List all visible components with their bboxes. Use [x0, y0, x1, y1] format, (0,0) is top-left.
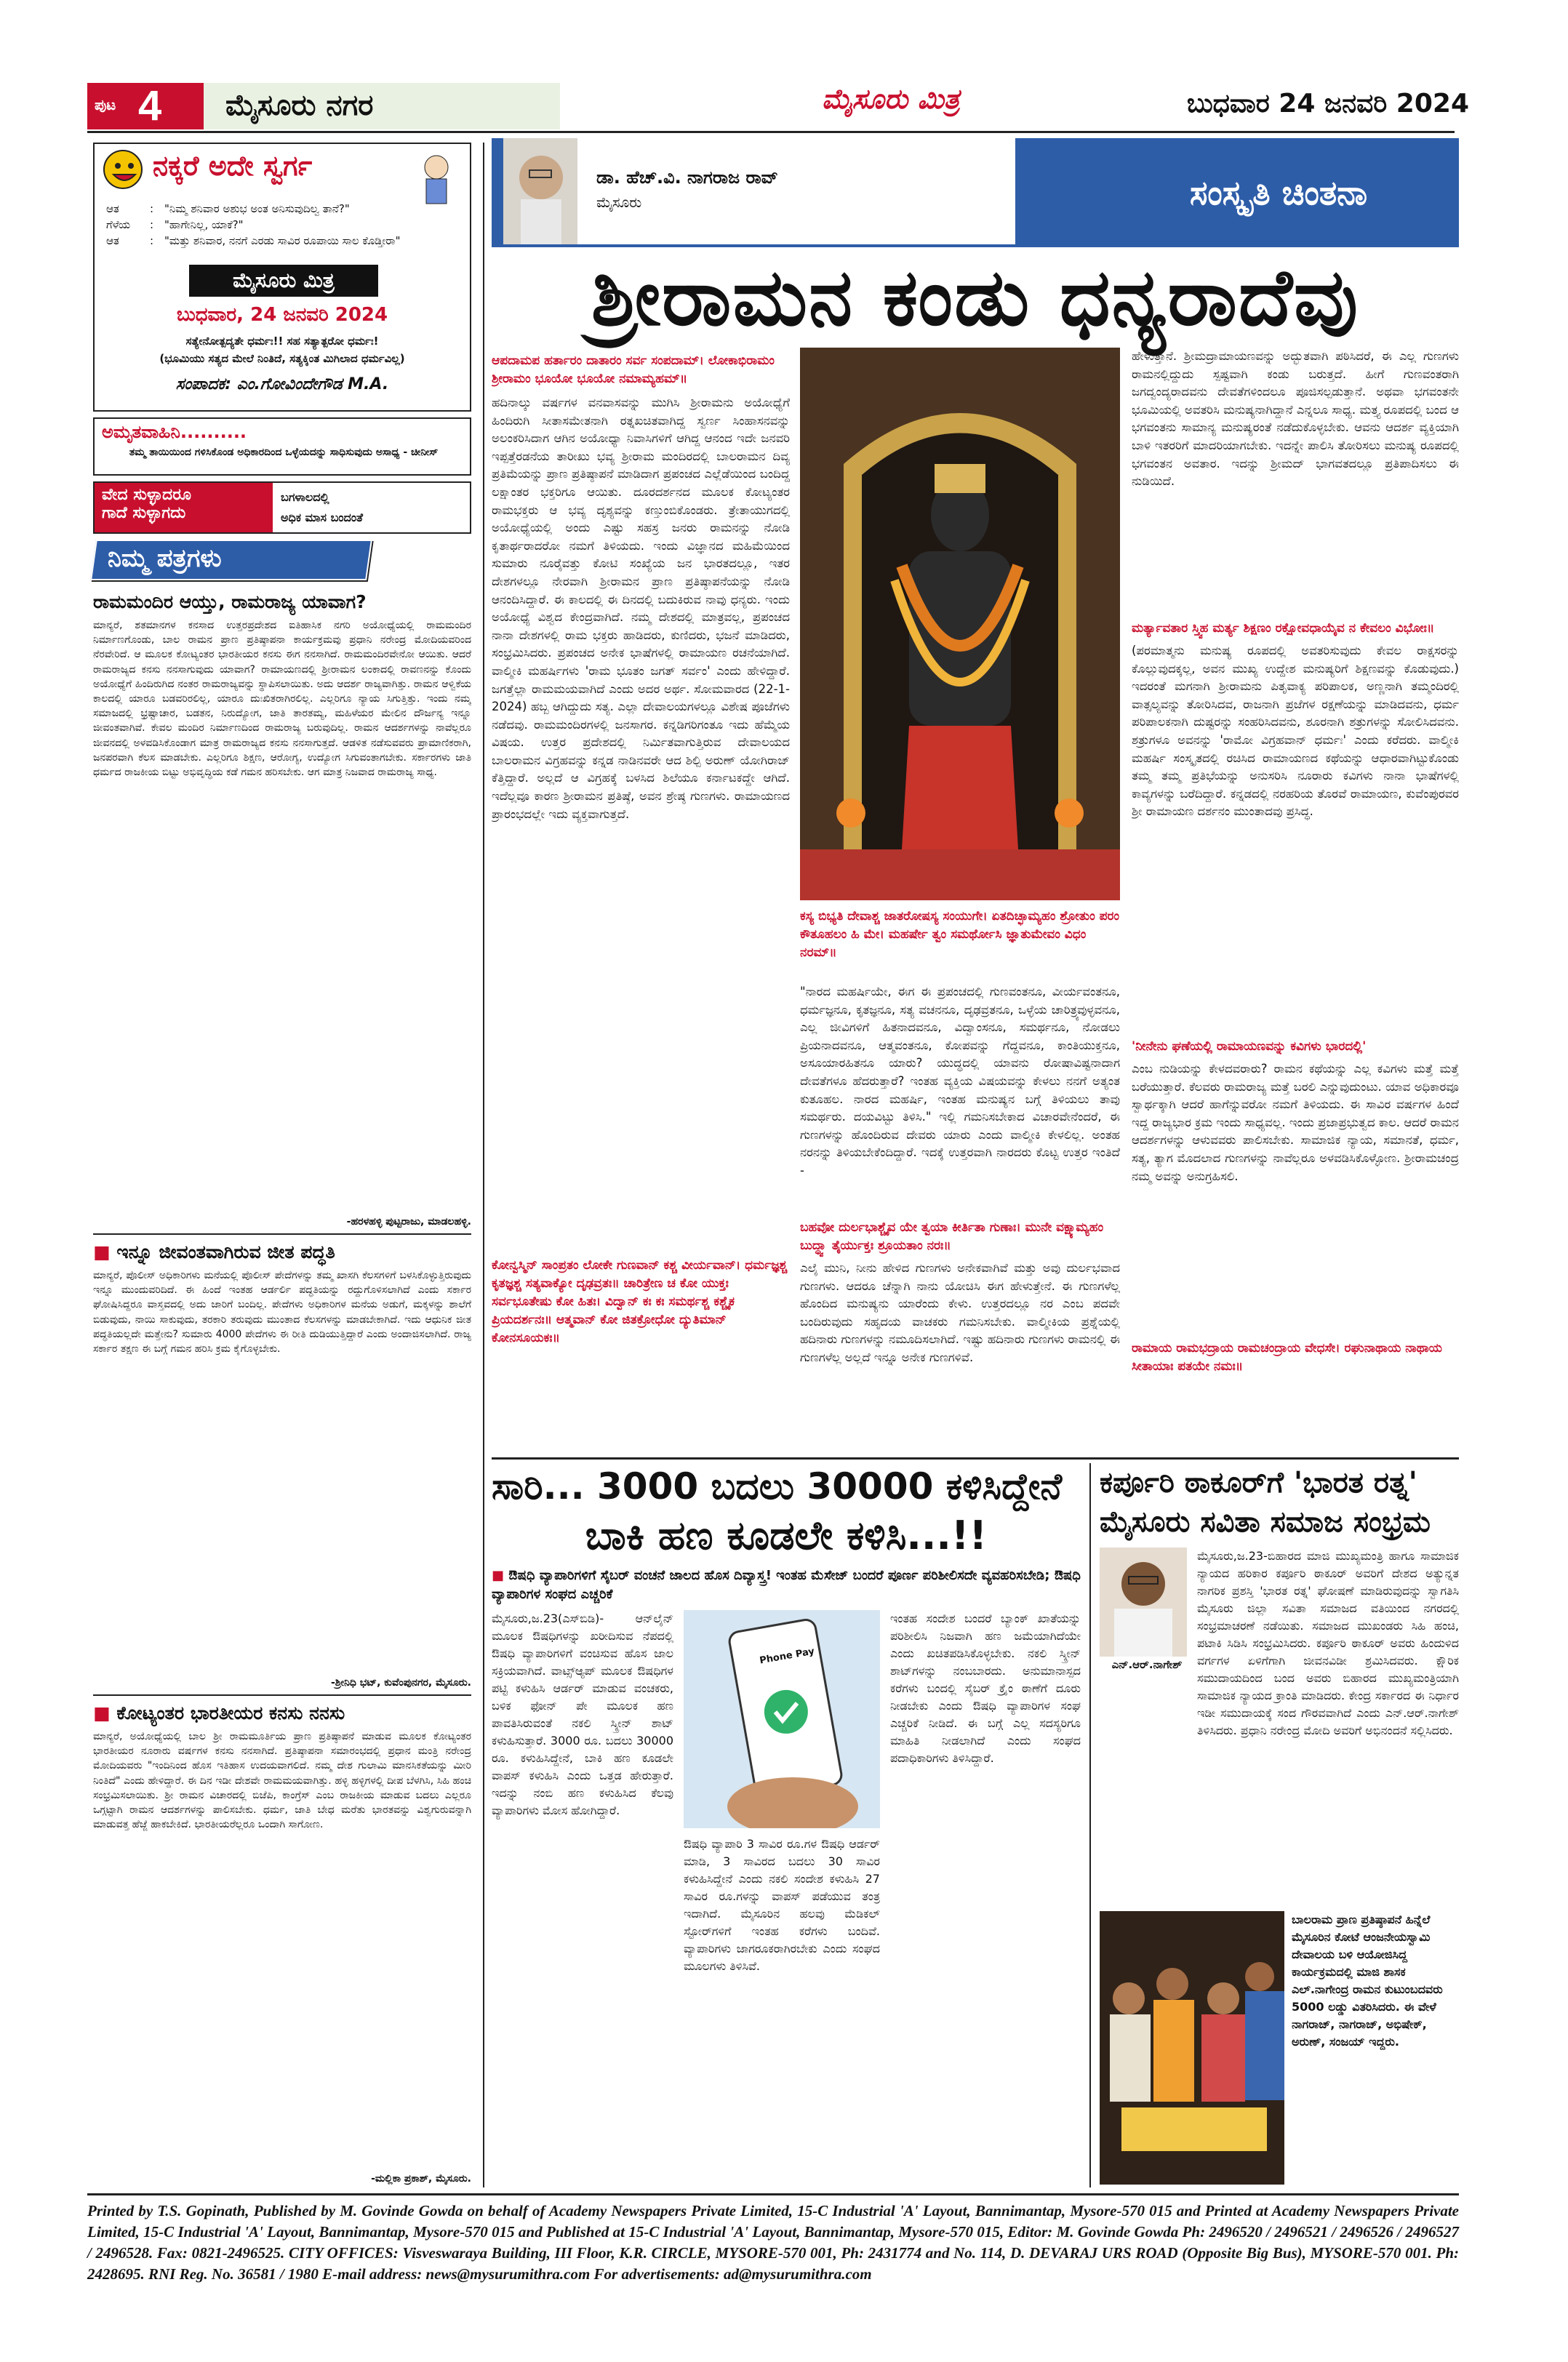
sorry-headline-2: ಬಾಕಿ ಹಣ ಕೂಡಲೇ ಕಳಿಸಿ...!! — [585, 1513, 988, 1558]
column-name: ಸಂಸ್ಕೃತಿ ಚಿಂತನಾ — [1190, 173, 1368, 212]
photo-caption: ಕಸ್ಯ ಬಿಭ್ಯತಿ ದೇವಾಶ್ಚ ಜಾತರೋಷಸ್ಯ ಸಂಯುಗೇ। ಏತದಿಚ್ಛಾಮ್ಯಹಂ ಶ್ರೋತುಂ ಪರಂ ಕೌತೂಹಲಂ ಹಿ ಮೇ। ಮಹರ್ಷೇ ತ್ವಂ ಸಮರ್ಥೋಸಿ ಜ್ಞಾತುಮೇವಂ ವಿಧಂ ನರಮ್॥ — [800, 909, 1120, 960]
crowd-photo-caption: ಬಾಲರಾಮ ಪ್ರಾಣ ಪ್ರತಿಷ್ಠಾಪನೆ ಹಿನ್ನೆಲೆ ಮೈಸೂರಿನ ಕೋಟೆ ಆಂಜನೇಯಸ್ವಾಮಿ ದೇವಾಲಯ ಬಳಿ ಆಯೋಜಿಸಿದ್ದ ಕಾರ್ಯಕ್ರಮದಲ್ಲಿ ಮಾಜಿ ಶಾಸಕ ಎಲ್.ನಾಗೇಂದ್ರ ರಾಮನ ಕುಟುಂಬದವರು 5000 ಲಡ್ಡು ವಿತರಿಸಿದರು. ಈ ವೇಳೆ ನಾಗರಾಜ್, ನಾಗರಾಜ್, ಅಭಿಷೇಕ್, ಅರುಣ್, ಸಂಜಯ್ ಇದ್ದರು. — [1292, 1913, 1443, 2049]
joke-line: ಆತ : "ಮತ್ತು ಶನಿವಾರ, ನನಗೆ ಎರಡು ಸಾವಿರ ರೂಪಾಯಿ ಸಾಲ ಕೊಡ್ತೀರಾ" — [106, 234, 401, 247]
author-name: ಡಾ. ಹೆಚ್.ವಿ. ನಾಗರಾಜ ರಾವ್ — [596, 167, 778, 188]
letter-author: -ಮಲ್ಲಿಕಾ ಪ್ರಕಾಶ್, ಮೈಸೂರು. — [371, 2173, 471, 2185]
section-rule — [492, 1457, 1459, 1460]
amrutavahini-text: ತಮ್ಮ ತಾಯಿಯಿಂದ ಗಳಿಸಿಕೊಂಡ ಅಧಿಕಾರದಿಂದ ಒಳ್ಳೆಯದನ್ನು ಸಾಧಿಸುವುದು ಅಸಾಧ್ಯ - ಚೀನೀಸ್ — [129, 447, 439, 458]
cartoon-icon — [407, 151, 465, 209]
motto-translation: (ಭೂಮಿಯು ಸತ್ಯದ ಮೇಲೆ ನಿಂತಿದೆ, ಸತ್ಯಕ್ಕಿಂತ ಮಿಗಿಲಾದ ಧರ್ಮವಿಲ್ಲ) — [159, 352, 405, 365]
joke-line: ಆತ : "ನಿಮ್ಮ ಶನಿವಾರ ಅಶುಭ ಅಂತ ಅನಿಸುವುದಿಲ್ವ ತಾನೆ?" — [106, 202, 350, 215]
verse-block: ಕೋನ್ವಸ್ಮಿನ್ ಸಾಂಪ್ರತಂ ಲೋಕೇ ಗುಣವಾನ್ ಕಶ್ಚ ವೀರ್ಯವಾನ್। ಧರ್ಮಜ್ಞಶ್ಚ ಕೃತಜ್ಞಶ್ಚ ಸತ್ಯವಾಕ್ಯೋ ದೃಢವ್ರತಃ॥ ಚಾರಿತ್ರೇಣ ಚ ಕೋ ಯುಕ್ತಃ ಸರ್ವಭೂತೇಷು ಕೋ ಹಿತಃ। ವಿದ್ವಾನ್ ಕಃ ಕಃ ಸಮರ್ಥಶ್ಚ ಕಶ್ಚೈಕ ಪ್ರಿಯದರ್ಶನಃ॥ ಆತ್ಮವಾನ್ ಕೋ ಜಿತಕ್ರೋಧೋ ದ್ಯುತಿಮಾನ್ ಕೋನಸೂಯಕಃ॥ — [492, 1258, 788, 1345]
letter-author: -ಶ್ರೀನಿಧಿ ಭಟ್, ಕುವೆಂಪುನಗರ, ಮೈಸೂರು. — [330, 1677, 471, 1689]
verse-block: ಬಹವೋ ದುರ್ಲಭಾಶ್ಚೈವ ಯೇ ತ್ವಯಾ ಕೀರ್ತಿತಾ ಗುಣಾಃ। ಮುನೇ ವಕ್ಷ್ಯಾಮ್ಯಹಂ ಬುದ್ಧ್ವಾ ತೈರ್ಯುಕ್ತಃ ಶ್ರೂಯತಾಂ ನರಃ॥ — [800, 1220, 1104, 1253]
laugh-title: ನಕ್ಕರೆ ಅದೇ ಸ್ವರ್ಗ — [153, 150, 313, 182]
editor-line: ಸಂಪಾದಕ: ಎಂ.ಗೋವಿಂದೇಗೌಡ M.A. — [175, 375, 389, 393]
karpoori-headline-2: ಮೈಸೂರು ಸವಿತಾ ಸಮಾಜ ಸಂಭ್ರಮ — [1100, 1505, 1431, 1539]
letter-body: ಮಾನ್ಯರೆ, ಪೊಲೀಸ್ ಅಧಿಕಾರಿಗಳು ಮನೆಯಲ್ಲಿ ಪೊಲೀಸ್ ಪೇದೆಗಳನ್ನು ತಮ್ಮ ಖಾಸಗಿ ಕೆಲಸಗಳಿಗೆ ಬಳಸಿಕೊಳ್ಳುತ್ತಿರುವುದು ಇನ್ನೂ ಮುಂದುವರಿದಿದೆ. ಈ ಹಿಂದೆ ಇಂತಹ ಆರ್ಡರ್ಲಿ ಪದ್ಧತಿಯನ್ನು ರದ್ದುಗೊಳಿಸಲಾಗಿದೆ ಎಂದು ಸರ್ಕಾರ ಘೋಷಿಸಿದ್ದರೂ ವಾಸ್ತವದಲ್ಲಿ ಅದು ಜಾರಿಗೆ ಬಂದಿಲ್ಲ. ಪೇದೆಗಳು ಅಧಿಕಾರಿಗಳ ಮನೆಯ ಅಡುಗೆ, ಮಕ್ಕಳನ್ನು ಶಾಲೆಗೆ ಬಿಡುವುದು, ನಾಯಿ ಸಾಕುವುದು, ತರಕಾರಿ ತರುವುದು ಮುಂತಾದ ಕೆಲಸಗಳನ್ನು ಮಾಡಬೇಕಾಗಿದೆ. ಇದು ಆಧುನಿಕ ಜೀತ ಪದ್ಧತಿಯಲ್ಲದೇ ಮತ್ತೇನು? ಸುಮಾರು 4000 ಪೇದೆಗಳು ಈ ರೀತಿ ದುಡಿಯುತ್ತಿದ್ದಾರೆ ಎಂದು ಅಂದಾಜಿಸಲಾಗಿದೆ. ರಾಜ್ಯ ಸರ್ಕಾರ ತಕ್ಷಣ ಈ ಬಗ್ಗೆ ಗಮನ ಹರಿಸಿ ಕ್ರಮ ಕೈಗೊಳ್ಳಬೇಕು. — [93, 1270, 471, 1356]
feature-body: ಹೇಳುತ್ತಾನೆ. ಶ್ರೀಮದ್ರಾಮಾಯಣವನ್ನು ಅದ್ಭುತವಾಗಿ ಪಠಿಸಿದರೆ, ಈ ಎಲ್ಲ ಗುಣಗಳು ರಾಮನಲ್ಲಿದ್ದುದು ಸ್ಪಷ್ಟವಾಗಿ ಕಂಡು ಬರುತ್ತದೆ. ಹೀಗೆ ಗುಣವಂತರಾಗಿ ಜಗದ್ವಂದ್ಯರಾದವನು ದೇವತೆಗಳಿಂದಲೂ ಪೂಜಿಸಲ್ಪಡುತ್ತಾನೆ. ಅಥವಾ ಭಗವಂತನೇ ಭೂಮಿಯಲ್ಲಿ ಅವತರಿಸಿ ಮನುಷ್ಯನಾಗಿದ್ದಾನೆ ಎನ್ನಲೂ ಸಾಧ್ಯ. ಮತ್ತ್ಯ ರೂಪದಲ್ಲಿ ಬಂದ ಆ ಭಗವಂತನು ಸಾಮಾನ್ಯ ಮನುಷ್ಯರಂತೆ ನಡೆದುಕೊಳ್ಳಬೇಕು. ಆವನು ಆದರ್ಶ ವ್ಯಕ್ತಿಯಾಗಿ ಬಾಳಿ ಇತರರಿಗೆ ಮಾದರಿಯಾಗಬೇಕು. ಇದನ್ನೇ ಪಾಲಿಸಿ ತೋರಿಸಲು ಮನುಷ್ಯ ರೂಪದಲ್ಲಿ ಭಗವಂತನ ಅವತಾರ. ಇದನ್ನು ಶ್ರೀಮದ್ ಭಾಗವತದಲ್ಲೂ ಪ್ರತಿಪಾದಿಸಲು ಈ ನುಡಿಯಿದೆ. — [1132, 349, 1459, 489]
letters-divider — [93, 1694, 471, 1696]
laughing-face-icon — [103, 150, 143, 189]
letter-1 — [93, 590, 471, 1230]
amrutavahini-title: ಅಮೃತವಾಹಿನಿ.......... — [102, 422, 247, 442]
amrutavahini-box — [93, 417, 471, 476]
letters-divider — [93, 1233, 471, 1235]
proverb-box — [93, 481, 471, 534]
crowd-photo — [1100, 1911, 1284, 2185]
feature-top-bar — [492, 138, 1459, 247]
author-city: ಮೈಸೂರು — [596, 193, 642, 211]
letter-title: ■ ಇನ್ನೂ ಜೀವಂತವಾಗಿರುವ ಜೀತ ಪದ್ಧತಿ — [93, 1241, 335, 1262]
letters-title: ನಿಮ್ಮ ಪತ್ರಗಳು — [108, 544, 222, 573]
feature-body: "ನಾರದ ಮಹರ್ಷಿಯೇ, ಈಗ ಈ ಪ್ರಪಂಚದಲ್ಲಿ ಗುಣವಂತನೂ, ವೀರ್ಯವಂತನೂ, ಧರ್ಮಜ್ಞನೂ, ಕೃತಜ್ಞನೂ, ಸತ್ಯ ವಚನನೂ, ದೃಢವ್ರತನೂ, ಒಳ್ಳೆಯ ಚಾರಿತ್ರ್ಯವುಳ್ಳವನೂ, ಎಲ್ಲ ಜೀವಿಗಳಿಗೆ ಹಿತನಾದವನೂ, ವಿದ್ವಾಂಸನೂ, ಸಮರ್ಥನೂ, ನೋಡಲು ಪ್ರಿಯನಾದವನೂ, ಆತ್ಮವಂತನೂ, ಕೋಪವನ್ನು ಗೆದ್ದವನೂ, ಕಾಂತಿಯುಕ್ತನೂ, ಅಸೂಯಾರಹಿತನೂ ಯಾರು? ಯುದ್ಧದಲ್ಲಿ ಯಾವನು ರೋಷಾವಿಷ್ಟನಾದಾಗ ದೇವತೆಗಳೂ ಹೆದರುತ್ತಾರೆ? ಇಂತಹ ವ್ಯಕ್ತಿಯ ವಿಷಯವನ್ನು ಕೇಳಲು ನನಗೆ ಅತ್ಯಂತ ಕುತೂಹಲ. ನಾರದ ಮಹರ್ಷಿ, ಇಂತಹ ಮನುಷ್ಯನ ಬಗ್ಗೆ ತಿಳಿಯಲು ತಾವು ಸಮರ್ಥರು. ದಯವಿಟ್ಟು ತಿಳಿಸಿ." ಇಲ್ಲಿ ಗಮನಿಸಬೇಕಾದ ವಿಚಾರವೇನೆಂದರೆ, ಈ ಗುಣಗಳನ್ನು ಹೊಂದಿರುವ ದೇವರು ಯಾರು ಎಂದು ವಾಲ್ಮೀಕಿ ಕೇಳಲಿಲ್ಲ. ಅಂತಹ ನರನನ್ನು ತಿಳಿಯಬೇಕೆಂದಿದ್ದಾರೆ. ಇದಕ್ಕೆ ಉತ್ತರವಾಗಿ ನಾರದರು ಕೊಟ್ಟ ಉತ್ತರ ಇಂತಿದೆ - — [800, 985, 1120, 1177]
page-header — [87, 79, 1469, 137]
karpoori-headline-1: ಕರ್ಪೂರಿ ಠಾಕೂರ್‌ಗೆ 'ಭಾರತ ರತ್ನ' — [1100, 1466, 1417, 1500]
masthead-logo — [822, 83, 1040, 127]
feature-col-1 — [492, 352, 790, 1450]
verse-block: ರಾಮಾಯ ರಾಮಭದ್ರಾಯ ರಾಮಚಂದ್ರಾಯ ವೇಧಸೇ। ರಘುನಾಥಾಯ ನಾಥಾಯ ಸೀತಾಯಾಃ ಪತಯೇ ನಮಃ॥ — [1132, 1341, 1442, 1374]
letter-title: ರಾಮಮಂದಿರ ಆಯ್ತು, ರಾಮರಾಜ್ಯ ಯಾವಾಗ? — [93, 591, 367, 612]
letter-body: ಮಾನ್ಯರೆ, ಶತಮಾನಗಳ ಕನಸಾದ ಉತ್ತರಪ್ರದೇಶದ ಐತಿಹಾಸಿಕ ನಗರಿ ಅಯೋಧ್ಯೆಯಲ್ಲಿ ರಾಮಮಂದಿರ ನಿರ್ಮಾಣಗೊಂಡು, ಬಾಲ ರಾಮನ ಪ್ರಾಣ ಪ್ರತಿಷ್ಠಾಪನಾ ಕಾರ್ಯಕ್ರಮವು ಪ್ರಧಾನಿ ನರೇಂದ್ರ ಮೋದಿಯವರಿಂದ ನೆರವೇರಿದೆ. ಆ ಮೂಲಕ ಕೋಟ್ಯಂತರ ಭಾರತೀಯರ ಕನಸು ಈಗ ನನಸಾಗಿದೆ. ರಾಮಮಂದಿರವೇನೋ ಆಯಿತು. ಆದರೆ ರಾಮರಾಜ್ಯದ ಕನಸು ನನಸಾಗುವುದು ಯಾವಾಗ? ರಾಮಾಯಣದಲ್ಲಿ ಶ್ರೀರಾಮನ ಲಂಕಾದಲ್ಲಿ ರಾವಣನನ್ನು ಕೊಂದು ಅಯೋಧ್ಯೆಗೆ ಹಿಂದಿರುಗಿದ ನಂತರ ರಾಮರಾಜ್ಯವನ್ನು ಸ್ಥಾಪಿಸಲಾಯಿತು. ಅದು ಆದರ್ಶ ರಾಜ್ಯವಾಗಿತ್ತು. ರಾಮನ ಆಳ್ವಿಕೆಯ ಕಾಲದಲ್ಲಿ ಯಾರೂ ಬಡವರಿರಲಿಲ್ಲ, ಯಾರೂ ದುಃಖಿತರಾಗಿರಲಿಲ್ಲ. ಎಲ್ಲರಿಗೂ ನ್ಯಾಯ ಸಿಗುತ್ತಿತ್ತು. ಇಂದು ನಮ್ಮ ಸಮಾಜದಲ್ಲಿ ಭ್ರಷ್ಟಾಚಾರ, ಬಡತನ, ನಿರುದ್ಯೋಗ, ಜಾತಿ ತಾರತಮ್ಯ, ಮಹಿಳೆಯರ ಮೇಲಿನ ದೌರ್ಜನ್ಯ ಇನ್ನೂ ಜೀವಂತವಾಗಿವೆ. ಕೇವಲ ಮಂದಿರ ನಿರ್ಮಾಣದಿಂದ ರಾಮರಾಜ್ಯ ಬರುವುದಿಲ್ಲ. ರಾಮನ ಆದರ್ಶಗಳನ್ನು ನಾವೆಲ್ಲರೂ ಜೀವನದಲ್ಲಿ ಅಳವಡಿಸಿಕೊಂಡಾಗ ಮಾತ್ರ ರಾಮರಾಜ್ಯದ ಕನಸು ನನಸಾಗುತ್ತದೆ. ಆಡಳಿತ ನಡೆಸುವವರು ಪ್ರಾಮಾಣಿಕರಾಗಿ, ಜನಪರವಾಗಿ ಕೆಲಸ ಮಾಡಬೇಕು. ಎಲ್ಲರಿಗೂ ಶಿಕ್ಷಣ, ಆರೋಗ್ಯ, ಉದ್ಯೋಗ ಸಿಗುವಂತಾಗಬೇಕು. ಸರ್ಕಾರಗಳು ಜಾತಿ ಧರ್ಮದ ರಾಜಕೀಯ ಬಿಟ್ಟು ಅಭಿವೃದ್ಧಿಯ ಕಡೆ ಗಮನ ಹರಿಸಬೇಕು. ಆಗ ಮಾತ್ರ ನಿಜವಾದ ರಾಮರಾಜ್ಯ ಸಾಧ್ಯ. — [93, 620, 471, 779]
bullet-icon: ■ — [93, 1241, 111, 1262]
column-divider — [1089, 1463, 1091, 2187]
page-number-badge — [87, 83, 204, 129]
section-strip — [204, 83, 560, 129]
feature-col-3 — [1132, 348, 1459, 1450]
feature-body: ಎಂಬ ನುಡಿಯನ್ನು ಕೇಳದವರಾರು? ರಾಮನ ಕಥೆಯನ್ನು ಎಲ್ಲ ಕವಿಗಳು ಮತ್ತೆ ಮತ್ತೆ ಬರೆಯುತ್ತಾರೆ. ಕೆಲವರು ರಾಮರಾಜ್ಯ ಮತ್ತೆ ಬರಲಿ ಎನ್ನುವುದುಂಟು. ಯಾವ ಅಧಿಕಾರವೂ ಸ್ವಾರ್ಥಕ್ಕಾಗಿ ಆದರೆ ಹಾಗೆನ್ನುವರೋ ನಮಗೆ ತಿಳಿಯದು. ಈ ಸಾವಿರ ವರ್ಷಗಳ ಹಿಂದೆ ಇದ್ದ ರಾಜ್ಯಭಾರ ಕ್ರಮ ಇಂದು ಸಾಧ್ಯವಲ್ಲ. ಇಂದು ಪ್ರಜಾಪ್ರಭುತ್ವದ ಕಾಲ. ಆದರೆ ರಾಮನ ಆದರ್ಶಗಳನ್ನು ಆಳುವವರು ಪಾಲಿಸಬೇಕು. ಸಾಮಾಜಿಕ ನ್ಯಾಯ, ಸಮಾನತೆ, ಧರ್ಮ, ಸತ್ಯ, ತ್ಯಾಗ ಮೊದಲಾದ ಗುಣಗಳನ್ನು ನಾವೆಲ್ಲರೂ ಅಳವಡಿಸಿಕೊಳ್ಳೋಣ. ಶ್ರೀರಾಮಚಂದ್ರ ನಮ್ಮ ಅವನ್ನು ಅನುಗ್ರಹಿಸಲಿ. — [1132, 1062, 1459, 1183]
letter-3 — [93, 1702, 471, 2187]
letter-2 — [93, 1241, 471, 1692]
footer-imprint: Printed by T.S. Gopinath, Published by M. Govinde Gowda on behalf of Academy Newspapers Private Limited, 15-C Industrial 'A' Layout, Bannimantap, Mysore-570 015 and Printed at Academy Newspapers Private Limited, 15-C Industrial 'A' Layout, Bannimantap, Mysore-570 015 and Published at 15-C Industrial 'A' Layout, Bannimantap, Mysore-570 015, Editor: M. Govinde Gowda Ph: 2496520 / 2496521 / 2496526 / 2496527 / 2496528. Fax: 0821-2496525. CITY OFFICES: Visveswaraya Building, III Floor, K.R. CIRCLE, MYSORE-570 001, Ph: 2431774 and No. 114, D. DEVARAJ URS ROAD (Opposite Big Bus), MYSORE-570 001. Ph: 2428695. RNI Reg. No. 36581 / 1980 E-mail address: news@mysurumithra.com For advertisements: ad@mysurumithra.com — [87, 2202, 1459, 2283]
masthead-text: ಮೈಸೂರು ಮಿತ್ರ — [822, 83, 960, 115]
motto-line: ಸತ್ಯೇನೋತ್ಪದ್ಯತೇ ಧರ್ಮಃ!! ಸಹ ಸತ್ಯಾತ್ಪರೋ ಧರ್ಮಃ! — [185, 335, 379, 348]
feature-col-2 — [800, 983, 1120, 1449]
column-divider — [483, 143, 484, 2187]
author-panel — [579, 138, 1015, 244]
section-title: ಮೈಸೂರು ನಗರ — [225, 89, 374, 122]
sorry-body-2: ಇಂತಹ ಸಂದೇಶ ಬಂದರೆ ಬ್ಯಾಂಕ್ ಖಾತೆಯನ್ನು ಪರಿಶೀಲಿಸಿ ನಿಜವಾಗಿ ಹಣ ಜಮೆಯಾಗಿದೆಯೇ ಎಂದು ಖಚಿತಪಡಿಸಿಕೊಳ್ಳಬೇಕು. ನಕಲಿ ಸ್ಕ್ರೀನ್ ಶಾಟ್‌ಗಳನ್ನು ನಂಬಬಾರದು. ಅನುಮಾನಾಸ್ಪದ ಕರೆಗಳು ಬಂದಲ್ಲಿ ಸೈಬರ್ ಕ್ರೈಂ ಠಾಣೆಗೆ ದೂರು ನೀಡಬೇಕು ಎಂದು ಔಷಧಿ ವ್ಯಾಪಾರಿಗಳ ಸಂಘ ಎಚ್ಚರಿಕೆ ನೀಡಿದೆ. ಈ ಬಗ್ಗೆ ಎಲ್ಲ ಸದಸ್ಯರಿಗೂ ಮಾಹಿತಿ ನೀಡಲಾಗಿದೆ ಎಂದು ಸಂಘದ ಪದಾಧಿಕಾರಿಗಳು ತಿಳಿಸಿದ್ದಾರೆ. — [890, 1612, 1081, 1765]
edition-date: ಬುಧವಾರ, 24 ಜನವರಿ 2024 — [176, 304, 388, 326]
bullet-icon: ■ — [492, 1568, 505, 1583]
phone-screen-text: Phone Pay — [759, 1646, 816, 1667]
header-rule — [87, 131, 1455, 133]
joke-lines — [106, 201, 412, 249]
joke-line: ಗೆಳೆಯ : "ಹಾಗೇನಿಲ್ಲ, ಯಾಕೆ?" — [106, 218, 244, 231]
letter-author: -ಹರಳಹಳ್ಳಿ ಪುಟ್ಟರಾಜು, ಮಾಡಲಹಳ್ಳಿ. — [346, 1216, 471, 1228]
header-date: ಬುಧವಾರ 24 ಜನವರಿ 2024 — [1186, 89, 1469, 119]
proverb-right: ಬಗಳಾಲದಲ್ಲಿ ಅಧಿಕ ಮಾಸ ಬಂದಂತೆ — [281, 490, 364, 524]
bullet-icon: ■ — [93, 1702, 111, 1724]
feature-body: (ಪರಮಾತ್ಮನು ಮನುಷ್ಯ ರೂಪದಲ್ಲಿ ಅವತರಿಸುವುದು ಕೇವಲ ರಾಕ್ಷಸರನ್ನು ಕೊಲ್ಲುವುದಕ್ಕಲ್ಲ, ಅವನ ಮುಖ್ಯ ಉದ್ದೇಶ ಮನುಷ್ಯರಿಗೆ ಶಿಕ್ಷಣವನ್ನು ಕೊಡುವುದು.) ಇದರಂತೆ ಮಗನಾಗಿ ಶ್ರೀರಾಮನು ಪಿತೃವಾಕ್ಯ ಪರಿಪಾಲಕ, ಅಣ್ಣನಾಗಿ ತಮ್ಮಂದಿರಲ್ಲಿ ವಾತ್ಸಲ್ಯವನ್ನು ತೋರಿಸಿದವ, ರಾಜನಾಗಿ ಪ್ರಜೆಗಳ ರಕ್ಷಣೆಯನ್ನು ಮಾಡಿದವನು, ಧರ್ಮ ಪರಿಪಾಲಕನಾಗಿ ದುಷ್ಟರನ್ನು ಸಂಹರಿಸಿದವನು, ಶೂರನಾಗಿ ಶತ್ರುಗಳನ್ನು ಸೋಲಿಸಿದವನು. ಶತ್ರುಗಳೂ ಅವನನ್ನು 'ರಾಮೋ ವಿಗ್ರಹವಾನ್ ಧರ್ಮಃ' ಎಂದು ಕರೆದರು. ವಾಲ್ಮೀಕಿ ಮಹರ್ಷಿ ಸಂಸ್ಕೃತದಲ್ಲಿ ರಚಿಸಿದ ರಾಮಾಯಣದ ಕಥೆಯನ್ನು ಆಧಾರವಾಗಿಟ್ಟುಕೊಂಡು ತಮ್ಮ ತಮ್ಮ ಪ್ರತಿಭೆಯನ್ನು ಅನುಸರಿಸಿ ನೂರಾರು ಕವಿಗಳು ನಾನಾ ಭಾಷೆಗಳಲ್ಲಿ ಕಾವ್ಯಗಳನ್ನು ಬರೆದಿದ್ದಾರೆ. ಕನ್ನಡದಲ್ಲಿ ನರಹರಿಯ ತೊರವೆ ರಾಮಾಯಣ, ಕುವೆಂಪುರವರ ಶ್ರೀ ರಾಮಾಯಣ ದರ್ಶನಂ ಮುಂತಾದವು ಪ್ರಸಿದ್ಧ. — [1132, 644, 1459, 819]
verse-block: ಆಪದಾಮಪ ಹರ್ತಾರಂ ದಾತಾರಂ ಸರ್ವ ಸಂಪದಾಮ್। ಲೋಕಾಭಿರಾಮಂ ಶ್ರೀರಾಮಂ ಭೂಯೋ ಭೂಯೋ ನಮಾಮ್ಯಹಮ್॥ — [492, 353, 775, 386]
sorry-body-3: ಔಷಧಿ ವ್ಯಾಪಾರಿ 3 ಸಾವಿರ ರೂ.ಗಳ ಔಷಧಿ ಆರ್ಡರ್ ಮಾಡಿ, 3 ಸಾವಿರದ ಬದಲು 30 ಸಾವಿರ ಕಳುಹಿಸಿದ್ದೇನೆ ಎಂದು ನಕಲಿ ಸಂದೇಶ ಕಳುಹಿಸಿ 27 ಸಾವಿರ ರೂ.ಗಳನ್ನು ವಾಪಸ್ ಪಡೆಯುವ ತಂತ್ರ ಇದಾಗಿದೆ. ಮೈಸೂರಿನ ಹಲವು ಮೆಡಿಕಲ್ ಸ್ಟೋರ್‌ಗಳಿಗೆ ಇಂತಹ ಕರೆಗಳು ಬಂದಿವೆ. ವ್ಯಾಪಾರಿಗಳು ಜಾಗರೂಕರಾಗಿರಬೇಕು ಎಂದು ಸಂಘದ ಮೂಲಗಳು ತಿಳಿಸಿವೆ. — [684, 1837, 880, 1973]
letter-body: ಮಾನ್ಯರೆ, ಅಯೋಧ್ಯೆಯಲ್ಲಿ ಬಾಲ ಶ್ರೀ ರಾಮಮೂರ್ತಿಯ ಪ್ರಾಣ ಪ್ರತಿಷ್ಠಾಪನೆ ಮಾಡುವ ಮೂಲಕ ಕೋಟ್ಯಂತರ ಭಾರತೀಯರ ನೂರಾರು ವರ್ಷಗಳ ಕನಸು ನನಸಾಗಿದೆ. ಪ್ರತಿಷ್ಠಾಪನಾ ಸಮಾರಂಭದಲ್ಲಿ ಪ್ರಧಾನ ಮಂತ್ರಿ ನರೇಂದ್ರ ಮೋದಿಯವರು "ಇಂದಿನಿಂದ ಹೊಸ ಇತಿಹಾಸ ಉದಯವಾಗಲಿದೆ. ನಮ್ಮ ದೇಶ ಗುಲಾಮಿ ಮಾನಸಿಕತೆಯನ್ನು ಮೀರಿ ನಿಂತಿದೆ" ಎಂದು ಹೇಳಿದ್ದಾರೆ. ಈ ದಿನ ಇಡೀ ದೇಶವೇ ರಾಮಮಯವಾಗಿತ್ತು. ಹಳ್ಳಿ ಹಳ್ಳಿಗಳಲ್ಲಿ ದೀಪ ಬೆಳಗಿಸಿ, ಸಿಹಿ ಹಂಚಿ ಸಂಭ್ರಮಿಸಲಾಯಿತು. ಶ್ರೀ ರಾಮನ ವಿಚಾರದಲ್ಲಿ ಬಿಜೆಪಿ, ಕಾಂಗ್ರೆಸ್ ಎಂಬ ರಾಜಕೀಯ ಮಾಡುವ ಬದಲು ಎಲ್ಲರೂ ಒಗ್ಗಟ್ಟಾಗಿ ರಾಮನ ಆದರ್ಶಗಳನ್ನು ಪಾಲಿಸಬೇಕು. ಧರ್ಮ, ಜಾತಿ ಬೇಧ ಮರೆತು ಭಾರತವನ್ನು ವಿಶ್ವಗುರುವನ್ನಾಗಿ ಮಾಡುವತ್ತ ಹೆಜ್ಜೆ ಹಾಕಬೇಕಿದೆ. ಭಾರತೀಯರೆಲ್ಲರೂ ಒಂದಾಗಿ ಸಾಗೋಣ. — [93, 1731, 471, 1831]
feature-body: ಎಲೈ ಮುನಿ, ನೀನು ಹೇಳಿದ ಗುಣಗಳು ಅನೇಕವಾಗಿವೆ ಮತ್ತು ಅವು ದುರ್ಲಭವಾದ ಗುಣಗಳು. ಆದರೂ ಚೆನ್ನಾಗಿ ನಾನು ಯೋಚಿಸಿ ಈಗ ಹೇಳುತ್ತೇನೆ. ಈ ಗುಣಗಳೆಲ್ಲ ಹೊಂದಿದ ಮನುಷ್ಯನು ಯಾರೆಂದು ಕೇಳು. ಉತ್ತರದಲ್ಲೂ ನರ ಎಂಬ ಪದವೇ ಬಂದಿರುವುದು ಸಹೃದಯ ವಾಚಕರು ಗಮನಿಸಬೇಕು. ವಾಲ್ಮೀಕಿಯ ಪ್ರಶ್ನೆಯಲ್ಲಿ ಹದಿನಾರು ಗುಣಗಳನ್ನು ನಮೂದಿಸಲಾಗಿದೆ. ಇಷ್ಟು ಹದಿನಾರು ಗುಣಗಳು ರಾಮನಲ್ಲಿ ಈ ಗುಣಗಳೆಲ್ಲ ಅಲ್ಲದೆ ಇನ್ನೂ ಅನೇಕ ಗುಣಗಳಿವೆ. — [800, 1261, 1120, 1364]
proverb-left: ವೇದ ಸುಳ್ಳಾದರೂ ಗಾದೆ ಸುಳ್ಳಾಗದು — [95, 483, 273, 532]
page-number: 4 — [138, 82, 162, 129]
letters-header — [93, 540, 471, 586]
sorry-body-1: ಮೈಸೂರು,ಜ.23(ಎಸ್‌ಬಿಡಿ)- ಆನ್‌ಲೈನ್ ಮೂಲಕ ಔಷಧಿಗಳನ್ನು ಖರೀದಿಸುವ ನೆಪದಲ್ಲಿ ಔಷಧಿ ವ್ಯಾಪಾರಿಗಳಿಗೆ ವಂಚಿಸುವ ಹೊಸ ಜಾಲ ಸಕ್ರಿಯವಾಗಿದೆ. ವಾಟ್ಸ್‌ಆ್ಯಪ್ ಮೂಲಕ ಔಷಧಿಗಳ ಪಟ್ಟಿ ಕಳುಹಿಸಿ ಆರ್ಡರ್ ಮಾಡುವ ವಂಚಕರು, ಬಳಿಕ ಫೋನ್ ಪೇ ಮೂಲಕ ಹಣ ಪಾವತಿಸಿರುವಂತೆ ನಕಲಿ ಸ್ಕ್ರೀನ್ ಶಾಟ್ ಕಳುಹಿಸುತ್ತಾರೆ. 3000 ರೂ. ಬದಲು 30000 ರೂ. ಕಳುಹಿಸಿದ್ದೇನೆ, ಬಾಕಿ ಹಣ ಕೂಡಲೇ ವಾಪಸ್ ಕಳುಹಿಸಿ ಎಂದು ಒತ್ತಡ ಹೇರುತ್ತಾರೆ. ಇದನ್ನು ನಂಬಿ ಹಣ ಕಳುಹಿಸಿದ ಕೆಲವು ವ್ಯಾಪಾರಿಗಳು ಮೋಸ ಹೋಗಿದ್ದಾರೆ. — [492, 1612, 673, 1817]
laugh-box — [93, 143, 471, 412]
verse-block: 'ನೀನೇನು ಘಣೆಯಲ್ಲಿ ರಾಮಾಯಣವನ್ನು ಕವಿಗಳು ಭಾರದಲ್ಲಿ' — [1132, 1039, 1367, 1054]
sorry-subhead: ■ ಔಷಧಿ ವ್ಯಾಪಾರಿಗಳಿಗೆ ಸೈಬರ್ ವಂಚನೆ ಜಾಲದ ಹೊಸ ದಿವ್ಯಾಸ್ತ್ರ! ಇಂತಹ ಮೆಸೇಜ್ ಬಂದರೆ ಪೂರ್ಣ ಪರಿಶೀಲಿಸದೇ ವ್ಯವಹರಿಸಬೇಡಿ; ಔಷಧಿ ವ್ಯಾಪಾರಿಗಳ ಸಂಘದ ಎಚ್ಚರಿಕೆ — [492, 1568, 1081, 1602]
feature-body: ಹದಿನಾಲ್ಕು ವರ್ಷಗಳ ವನವಾಸವನ್ನು ಮುಗಿಸಿ ಶ್ರೀರಾಮನು ಅಯೋಧ್ಯೆಗೆ ಹಿಂದಿರುಗಿ ಸೀತಾಸಮೇತನಾಗಿ ರತ್ನಖಚಿತವಾಗಿದ್ದ ಸ್ವರ್ಣ ಸಿಂಹಾಸನವನ್ನು ಅಲಂಕರಿಸಿದಾಗ ಆಗಿನ ಅಯೋಧ್ಯಾ ನಿವಾಸಿಗಳಿಗೆ ಆಗಿದ್ದ ಆನಂದ ಇದೇ ಜನವರಿ ಇಪ್ಪತ್ತೆರಡನೆಯ ತಾರೀಖು ಭವ್ಯ ಶ್ರೀರಾಮ ಮಂದಿರದಲ್ಲಿ ಬಾಲರಾಮನ ದಿವ್ಯ ಪ್ರತಿಮೆಯನ್ನು ಪ್ರಾಣ ಪ್ರತಿಷ್ಠಾಪನೆ ಮಾಡಿದಾಗ ಪ್ರಪಂಚದ ಎಲ್ಲೆಡೆಯಿಂದ ಬಂದಿದ್ದ ಲಕ್ಷಾಂತರ ಭಕ್ತರಿಗೂ ಆಯಿತು. ದೂರದರ್ಶನದ ಮೂಲಕ ಕೋಟ್ಯಂತರ ರಾಮಭಕ್ತರು ಆ ಭವ್ಯ ದೃಶ್ಯವನ್ನು ಕಣ್ತುಂಬಿಕೊಂಡರು. ತ್ರೇತಾಯುಗದಲ್ಲಿ ಅಯೋಧ್ಯೆಯಲ್ಲಿ ಅಂದು ಎಷ್ಟು ಸಹಸ್ರ ಜನರು ರಾಮನನ್ನು ನೋಡಿ ಕೃತಾರ್ಥರಾದರೋ ನಮಗೆ ತಿಳಿಯದು. ಇಂದು ವಿಜ್ಞಾನದ ಮಹಿಮೆಯಿಂದ ಸುಮಾರು ನೂರೈವತ್ತು ಕೋಟಿ ಸಂಖ್ಯೆಯ ಜನ ಭಾರತದಲ್ಲೂ, ಇತರ ದೇಶಗಳಲ್ಲೂ ನೇರವಾಗಿ ಶ್ರೀರಾಮನ ಪ್ರಾಣ ಪ್ರತಿಷ್ಠಾಪನೆಯನ್ನು ನೋಡಿ ಆನಂದಿಸಿದ್ದಾರೆ. ಈ ಕಾಲದಲ್ಲಿ ಈ ದಿನದಲ್ಲಿ ಬದುಕಿರುವ ನಾವು ಧನ್ಯರು. ಇಂದು ಅಯೋಧ್ಯೆ ವಿಶ್ವದ ಕೇಂದ್ರವಾಗಿದೆ. ನಮ್ಮ ದೇಶದಲ್ಲಿ ಮಾತ್ರವಲ್ಲ, ಪ್ರಪಂಚದ ನಾನಾ ದೇಶಗಳಲ್ಲಿ ರಾಮ ಭಕ್ತರು ಹಾಡಿದರು, ಕುಣಿದರು, ಭಜನೆ ಮಾಡಿದರು, ಸಂಭ್ರಮಿಸಿದರು. ಪ್ರಪಂಚದ ಅನೇಕ ಭಾಷೆಗಳಲ್ಲಿ ರಾಮಾಯಣ ರಚನೆಯಾಗಿದೆ. ವಾಲ್ಮೀಕಿ ಮಹರ್ಷಿಗಳು 'ರಾಮ ಭೂತಂ ಜಗತ್ ಸರ್ವಂ' ಎಂದು ಹೇಳಿದ್ದಾರೆ. ಜಗತ್ತೆಲ್ಲಾ ರಾಮಮಯವಾಗಿದೆ ಎಂದು ಅದರ ಅರ್ಥ. ಸೋಮವಾರದ (22-1-2024) ಹಬ್ಬ ಆಗಿದ್ದುದು ಸತ್ಯ. ಎಲ್ಲಾ ದೇವಾಲಯಗಳಲ್ಲೂ ವಿಶೇಷ ಪೂಜೆಗಳು ನಡೆದವು. ರಾಮಮಂದಿರಗಳಲ್ಲಿ ಜನಸಾಗರ. ಕನ್ನಡಿಗರಿಗಂತೂ ಇದು ಹೆಮ್ಮೆಯ ವಿಷಯ. ಉತ್ತರ ಪ್ರದೇಶದಲ್ಲಿ ನಿರ್ಮಿತವಾಗುತ್ತಿರುವ ದೇವಾಲಯದ ಬಾಲರಾಮನ ವಿಗ್ರಹವನ್ನು ಕನ್ನಡ ನಾಡಿನವರೇ ಆದ ಶಿಲ್ಪಿ ಅರುಣ್ ಯೋಗಿರಾಜ್ ಕೆತ್ತಿದ್ದಾರೆ. ಅಲ್ಲದೆ ಆ ವಿಗ್ರಹಕ್ಕೆ ಬಳಸಿದ ಶಿಲೆಯೂ ಕರ್ನಾಟಕದ್ದೇ ಆಗಿದೆ. ಇದೆಲ್ಲವೂ ಕಾರಣ ಶ್ರೀರಾಮನ ಪ್ರತಿಷ್ಠೆ, ಅವನ ಶ್ರೇಷ್ಠ ಗುಣಗಳು. ರಾಮಾಯಣದ ಪ್ರಾರಂಭದಲ್ಲೇ ಇದು ವ್ಯಕ್ತವಾಗುತ್ತದೆ. — [492, 396, 790, 821]
page-label: ಪುಟ — [95, 96, 116, 113]
footer-rule — [87, 2193, 1459, 2195]
author-photo — [503, 138, 579, 244]
letter-title: ■ ಕೋಟ್ಯಂತರ ಭಾರತೀಯರ ಕನಸು ನನಸು — [93, 1702, 345, 1724]
ram-idol-photo — [800, 348, 1120, 900]
verse-block: ಮರ್ತ್ಯಾವತಾರ ಸ್ತ್ವಿಹ ಮರ್ತ್ಯ ಶಿಕ್ಷಣಂ ರಕ್ಷೋವಧಾಯೈವ ನ ಕೇವಲಂ ವಿಭೋಃ॥ — [1132, 621, 1435, 636]
phone-payment-photo — [684, 1610, 880, 1828]
sorry-headline-1: ಸಾರಿ... 3000 ಬದಲು 30000 ಕಳಿಸಿದ್ದೇನೆ — [492, 1465, 1063, 1508]
feature-headline: ಶ್ರೀರಾಮನ ಕಂಡು ಧನ್ಯರಾದೆವು — [591, 252, 1359, 343]
mini-logo: ಮೈಸೂರು ಮಿತ್ರ — [189, 265, 378, 297]
person-name: ಎನ್.ಆರ್.ನಾಗೇಶ್ — [1111, 1658, 1183, 1671]
karpoori-body: ಮೈಸೂರು,ಜ.23-ಬಿಹಾರದ ಮಾಜಿ ಮುಖ್ಯಮಂತ್ರಿ ಹಾಗೂ ಸಾಮಾಜಿಕ ನ್ಯಾಯದ ಹರಿಕಾರ ಕರ್ಪೂರಿ ಠಾಕೂರ್ ಅವರಿಗೆ ದೇಶದ ಅತ್ಯುನ್ನತ ನಾಗರಿಕ ಪ್ರಶಸ್ತಿ 'ಭಾರತ ರತ್ನ' ಘೋಷಣೆ ಮಾಡಿರುವುದನ್ನು ಸ್ವಾಗತಿಸಿ ಮೈಸೂರು ಜಿಲ್ಲಾ ಸವಿತಾ ಸಮಾಜದ ವತಿಯಿಂದ ನಗರದಲ್ಲಿ ಸಂಭ್ರಮಾಚರಣೆ ನಡೆಯಿತು. ಸಮಾಜದ ಮುಖಂಡರು ಸಿಹಿ ಹಂಚಿ, ಪಟಾಕಿ ಸಿಡಿಸಿ ಸಂಭ್ರಮಿಸಿದರು. ಕರ್ಪೂರಿ ಠಾಕೂರ್ ಅವರು ಹಿಂದುಳಿದ ವರ್ಗಗಳ ಏಳಿಗೆಗಾಗಿ ಜೀವನವಿಡೀ ಶ್ರಮಿಸಿದವರು. ಕ್ಷೌರಿಕ ಸಮುದಾಯದಿಂದ ಬಂದ ಅವರು ಬಿಹಾರದ ಮುಖ್ಯಮಂತ್ರಿಯಾಗಿ ಸಾಮಾಜಿಕ ನ್ಯಾಯದ ಕ್ರಾಂತಿ ಮಾಡಿದರು. ಕೇಂದ್ರ ಸರ್ಕಾರದ ಈ ನಿರ್ಧಾರ ಇಡೀ ಸಮುದಾಯಕ್ಕೆ ಸಂದ ಗೌರವವಾಗಿದೆ ಎಂದು ಎನ್.ಆರ್.ನಾಗೇಶ್ ತಿಳಿಸಿದರು. ಪ್ರಧಾನಿ ನರೇಂದ್ರ ಮೋದಿ ಅವರಿಗೆ ಅಭಿನಂದನೆ ಸಲ್ಲಿಸಿದರು. — [1197, 1549, 1459, 1737]
